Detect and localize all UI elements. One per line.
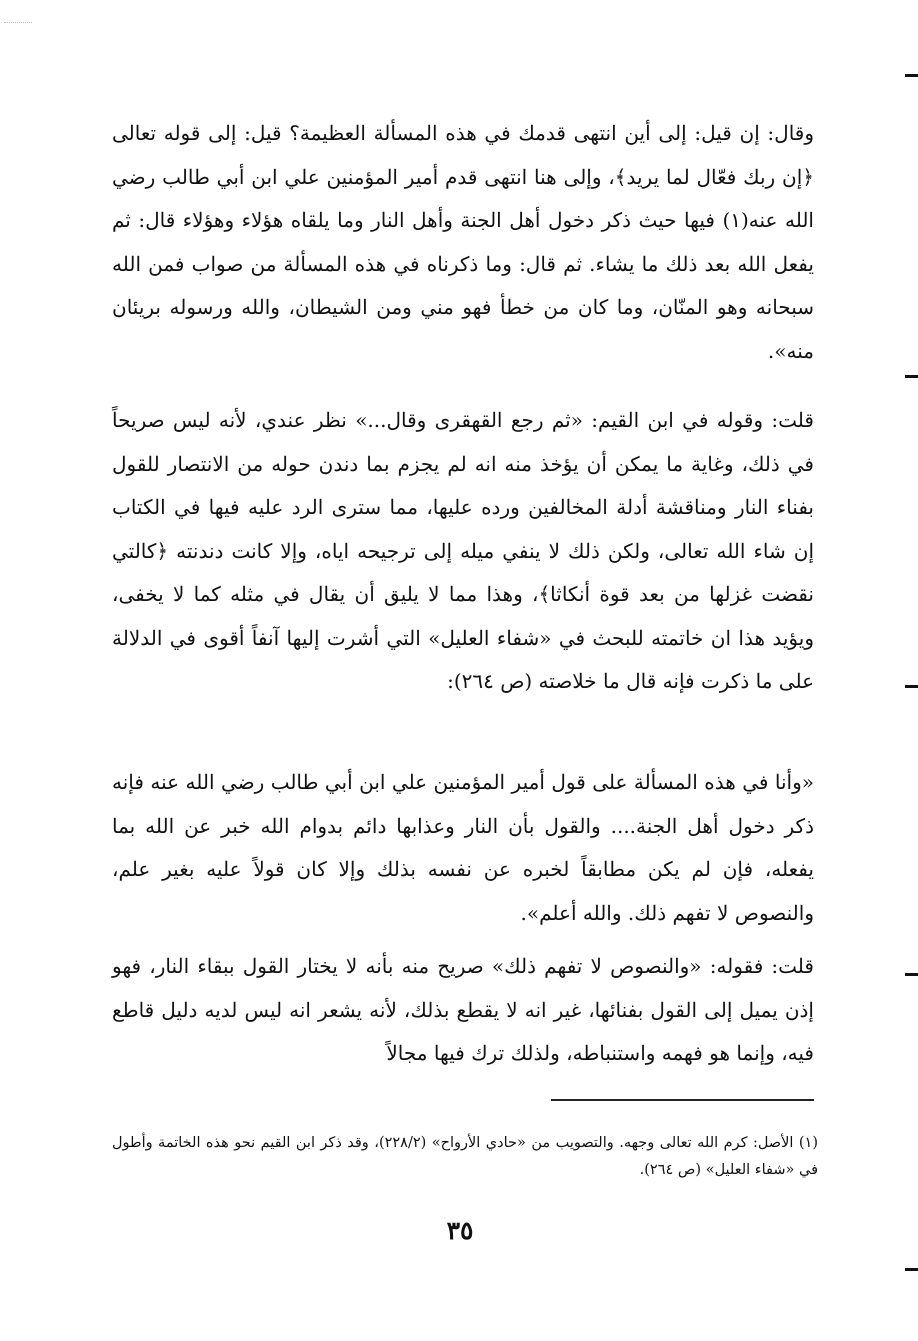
edge-mark bbox=[905, 973, 918, 976]
paragraph-3-text: «وأنا في هذه المسألة على قول أمير المؤمنين علي ابن أبي طالب رضي الله عنه فإنه ذكر دخول أهل الجنة.... والقول بأن النار وعذابها دائم بدوام الله خبر عن الله بما يفعله، فإن لم يكن مطابقاً لخبره عن نفسه بذلك وإلا كان قولاً عليه بغير علم، والنصوص لا تفهم ذلك. والله أعلم». bbox=[112, 770, 814, 925]
page-number: ٣٥ bbox=[446, 1216, 474, 1245]
paragraph-4 bbox=[112, 945, 814, 1076]
edge-mark bbox=[905, 1268, 918, 1271]
paragraph-2 bbox=[112, 399, 814, 704]
edge-mark bbox=[905, 685, 918, 688]
paragraph-1 bbox=[112, 112, 814, 373]
paragraph-4-text: قلت: فقوله: «والنصوص لا تفهم ذلك» صريح منه بأنه لا يختار القول ببقاء النار، فهو إذن يميل إلى القول بفنائها، غير انه لا يقطع بذلك، لأنه يشعر انه ليس لديه دليل قاطع فيه، وإنما هو فهمه واستنباطه، ولذلك ترك فيها مجالاً bbox=[112, 954, 814, 1065]
paragraph-1-text: وقال: إن قيل: إلى أين انتهى قدمك في هذه المسألة العظيمة؟ قيل: إلى قوله تعالى ﴿إن ربك فعّال لما يريد﴾، وإلى هنا انتهى قدم أمير المؤمنين علي ابن أبي طالب رضي الله عنه(١) فيها حيث ذكر دخول أهل الجنة وأهل النار وما يلقاه هؤلاء وهؤلاء قال: ثم يفعل الله بعد ذلك ما يشاء. ثم قال: وما ذكرناه في هذه المسألة من صواب فمن الله سبحانه وهو المنّان، وما كان من خطأ فهو مني ومن الشيطان، والله ورسوله بريئان منه». bbox=[112, 121, 814, 363]
scan-speck bbox=[4, 22, 32, 29]
footnote-divider bbox=[551, 1099, 814, 1101]
edge-mark bbox=[905, 74, 918, 77]
footnote: (١) الأصل: كرم الله تعالى وجهه. والتصويب من «حادي الأرواح» (٢٢٨/٢)، وقد ذكر ابن القيم نحو هذه الخاتمة وأطول في «شفاء العليل» (ص ٢٦٤). bbox=[112, 1135, 819, 1178]
paragraph-3 bbox=[112, 761, 814, 935]
paragraph-2-text: قلت: وقوله في ابن القيم: «ثم رجع القهقرى وقال...» نظر عندي، لأنه ليس صريحاً في ذلك، وغاية ما يمكن أن يؤخذ منه انه لم يجزم بما دندن حوله من الانتصار للقول بفناء النار ومناقشة أدلة المخالفين ورده عليها، مما سترى الرد عليه فيها في الكتاب إن شاء الله تعالى، ولكن ذلك لا ينفي ميله إلى ترجيحه اياه، وإلا كانت دندنته ﴿كالتي نقضت غزلها من بعد قوة أنكاثا﴾، وهذا مما لا يليق أن يقال في مثله كما لا يخفى، ويؤيد هذا ان خاتمته للبحث في «شفاء العليل» التي أشرت إليها آنفاً أقوى في الدلالة على ما ذكرت فإنه قال ما خلاصته (ص ٢٦٤): bbox=[112, 408, 814, 693]
edge-mark bbox=[905, 375, 918, 378]
